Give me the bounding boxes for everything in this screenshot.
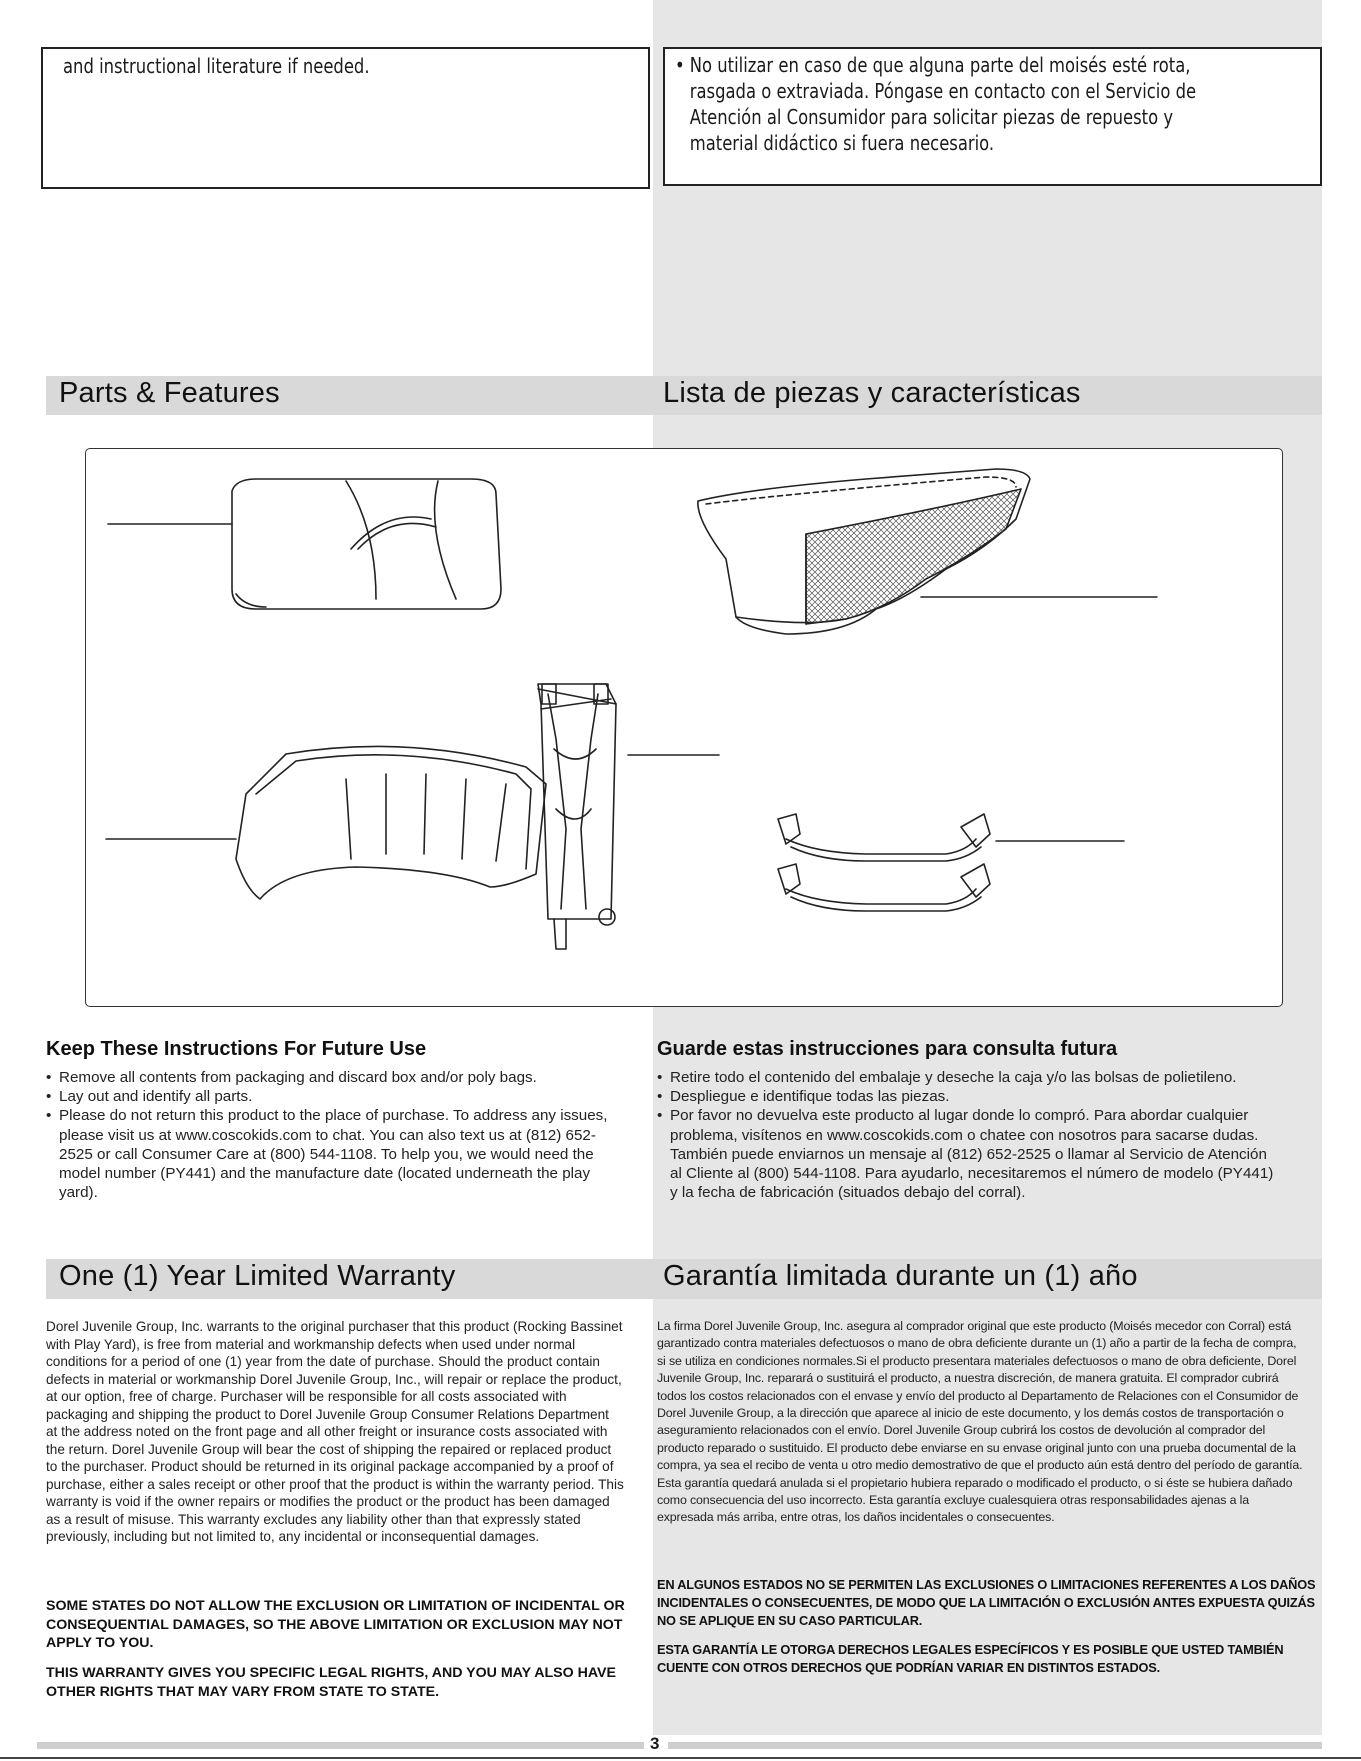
footer-bar-left [37,1742,644,1749]
parts-illustration-frame [85,448,1283,1007]
warranty-caps1-es: EN ALGUNOS ESTADOS NO SE PERMITEN LAS EXCLUSIONES O LIMITACIONES REFERENTES A LOS DAÑOS INCIDENTALES O CONSECUENTES, DE MODO QUE LA LIMITACIÓN O EXCLUSIÓN ANTES EXPUESTA QUIZÁS NO SE APLIQUE EN SU CASO PARTICULAR. [657,1577,1316,1628]
warning-box-en [41,47,650,189]
warning-text-en: and instructional literature if needed. [63,54,370,78]
folded-play-yard-drawing [538,684,616,949]
keep-list-es [657,1068,1277,1202]
keep-title-en: Keep These Instructions For Future Use [46,1038,427,1060]
warning-box-es [663,47,1322,186]
warning-line-es: Atención al Consumidor para solicitar piezas de repuesto y [689,105,1174,129]
page-number: 3 [650,1734,660,1753]
bottom-rule [0,1757,1361,1759]
canopy-drawing [236,746,546,899]
warning-bullet-es [675,52,1308,156]
footer-bar-right [668,1742,1322,1749]
list-item: • Please do not return this product to the place of purchase. To address any issues, please visit us at www.coscokids.com to chat. You can also text us at (812) 652-2525 or call Consumer Care at (800) 544-1108. To help you, we would need the model number (PY441) and the manufacture date (located underneath the play yard). [46,1106,611,1202]
warranty-caps2-es: ESTA GARANTÍA LE OTORGA DERECHOS LEGALES ESPECÍFICOS Y ES POSIBLE QUE USTED TAMBIÉN CUENTE CON OTROS DERECHOS QUE PODRÍAN VARIAR EN DISTINTOS ESTADOS. [657,1642,1284,1675]
support-bars-drawing [778,814,990,911]
parts-title-es: Lista de piezas y características [663,377,1081,409]
keep-list-en [46,1068,611,1202]
warranty-body-en: Dorel Juvenile Group, Inc. warrants to the original purchaser that this product (Rocking Bassinet with Play Yard), is free from material and workmanship defects when used under normal conditions for a period of one (1) year from the date of purchase. Should the product contain defects in material or workmanship Dorel Juvenile Group, Inc., will repair or replace the product, at our option, free of charge. Purchaser will be responsible for all costs associated with packaging and shipping the product to Dorel Juvenile Group Consumer Relations Department at the address noted on the front page and all other freight or insurance costs associated with the return. Dorel Juvenile Group will bear the cost of shipping the repaired or replaced product to the purchaser. Product should be returned in its original package accompanied by a proof of purchase, either a sales receipt or other proof that the product is within the warranty period. This warranty is void if the owner repairs or modifies the product or the product has been damaged as a result of misuse. This warranty excludes any liability other than that expressly stated previously, including but not limited to, any incidental or inconsequential damages. [46,1319,624,1544]
keep-title-es: Guarde estas instrucciones para consulta futura [657,1038,1118,1060]
warning-line-es: rasgada o extraviada. Póngase en contacto con el Servicio de [689,79,1197,103]
warning-line-es: material didáctico si fuera necesario. [689,131,995,155]
warranty-title-es: Garantía limitada durante un (1) año [663,1260,1138,1292]
carry-bag-drawing [232,479,501,609]
bassinet-drawing [698,469,1030,634]
parts-illustration [86,449,1284,1008]
warning-text-es [690,52,1196,156]
warning-line-es: No utilizar en caso de que alguna parte del moisés esté rota, [689,53,1191,77]
warranty-caps2-en: THIS WARRANTY GIVES YOU SPECIFIC LEGAL RIGHTS, AND YOU MAY ALSO HAVE OTHER RIGHTS THAT MAY VARY FROM STATE TO STATE. [46,1665,616,1700]
list-item: • Lay out and identify all parts. [46,1087,611,1106]
warranty-body-es: La firma Dorel Juvenile Group, Inc. asegura al comprador original que este producto (Moisés mecedor con Corral) está garantizado contra materiales defectuosos o mano de obra deficiente durante un (1) año a partir de la fecha de compra, si se utiliza en condiciones normales.Si el producto presentara materiales defectuosos o mano de obra deficiente, Dorel Juvenile Group, Inc. reparará o sustituirá el producto, a nuestra discreción, de manera gratuita. El comprador cubrirá todos los costos relacionados con el envase y envío del producto al Departamento de Relaciones con el Consumidor de Dorel Juvenile Group, a la dirección que aparece al inicio de este documento, y los demás costos de transportación o aseguramiento relacionados con el envío. Dorel Juvenile Group cubrirá los costos de devolución al comprador del producto reparado o sustituido. El producto debe enviarse en su envase original junto con una prueba documental de la compra, ya sea el recibo de venta u otro medio demostrativo de que el producto aún está dentro del período de garantía. Esta garantía quedará anulada si el propietario hubiera reparado o modificado el producto, o si éste se hubiera dañado como consecuencia del uso incorrecto. Esta garantía excluye cualesquiera otras responsabilidades ajenas a la expresada más arriba, entre otras, los daños incidentales o consecuentes. [657,1319,1303,1525]
list-item: • Despliegue e identifique todas las piezas. [657,1087,1277,1106]
bullet-glyph: • [675,53,685,77]
list-item: • Por favor no devuelva este producto al lugar donde lo compró. Para abordar cualquier problema, visítenos en www.coscokids.com o chatee con nosotros para sacarse dudas. También puede enviarnos un mensaje al (812) 652-2525 o llamar al Servicio de Atención al Cliente al (800) 544-1108. Para ayudarlo, necesitaremos el número de modelo (PY441) y la fecha de fabricación (situados debajo del corral). [657,1106,1277,1202]
warranty-title-en: One (1) Year Limited Warranty [59,1260,456,1292]
warranty-caps1-en: SOME STATES DO NOT ALLOW THE EXCLUSION OR LIMITATION OF INCIDENTAL OR CONSEQUENTIAL DAMAGES, SO THE ABOVE LIMITATION OR EXCLUSION MAY NOT APPLY TO YOU. [46,1598,625,1651]
parts-title-en: Parts & Features [59,377,280,409]
list-item: • Retire todo el contenido del embalaje y deseche la caja y/o las bolsas de polietileno. [657,1068,1277,1087]
list-item: • Remove all contents from packaging and discard box and/or poly bags. [46,1068,611,1087]
